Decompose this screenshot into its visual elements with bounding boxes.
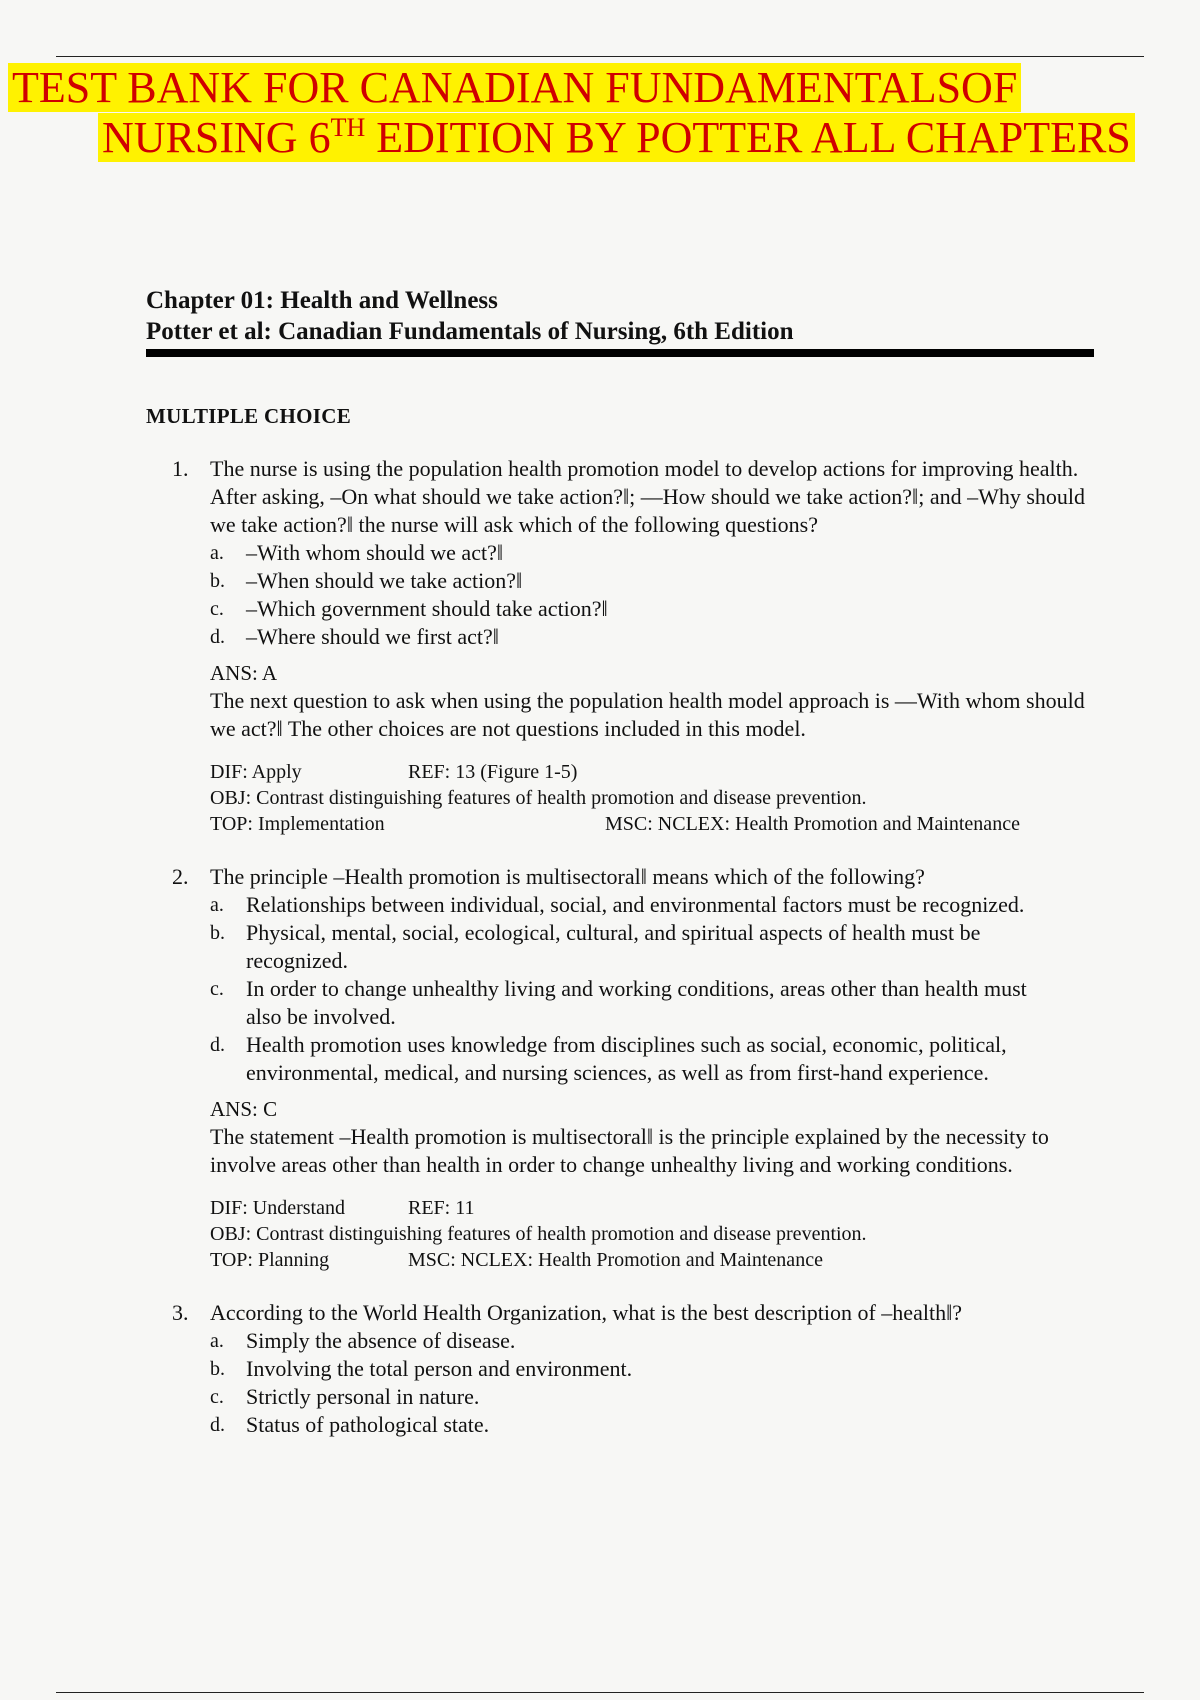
- question-metadata: [210, 1195, 1096, 1273]
- objective: OBJ: Contrast distinguishing features of health promotion and disease prevention.: [210, 787, 867, 809]
- question-number: 2.: [172, 864, 189, 889]
- question-number: 1.: [172, 456, 189, 481]
- section-heading: MULTIPLE CHOICE: [146, 404, 352, 428]
- answer-options: [210, 1327, 1096, 1439]
- option-d: d. Health promotion uses knowledge from disciplines such as social, economic, political, environmental, medical, and nursing sciences, as well as from first-hand experience.: [210, 1032, 1007, 1085]
- rationale: The next question to ask when using the population health model approach is ―With whom should we act?‖ The other choices are not questions included in this model.: [210, 688, 1085, 741]
- heading-rule: [146, 349, 1094, 357]
- option-a: a. Relationships between individual, social, and environmental factors must be recognized.: [210, 892, 1025, 917]
- answer-options: [210, 891, 1096, 1087]
- question-2: [146, 863, 1096, 1273]
- reference: REF: 13 (Figure 1-5): [408, 761, 578, 783]
- question-stem: The nurse is using the population health promotion model to develop actions for improving health. After asking, –On what should we take action?‖; ―How should we take action?‖; and –Why should we take action?‖ the nurse will ask which of the following questions?: [210, 456, 1086, 537]
- option-a: a. –With whom should we act?‖: [210, 540, 504, 565]
- option-c: c. In order to change unhealthy living and working conditions, areas other than health must also be involved.: [210, 976, 1027, 1029]
- question-stem: The principle –Health promotion is multisectoral‖ means which of the following?: [210, 864, 925, 889]
- book-subtitle: Potter et al: Canadian Fundamentals of Nursing, 6th Edition: [146, 318, 794, 345]
- objective: OBJ: Contrast distinguishing features of health promotion and disease prevention.: [210, 1223, 867, 1245]
- question-stem: According to the World Health Organization, what is the best description of –health‖?: [210, 1300, 963, 1325]
- banner-line-1: TEST BANK FOR CANADIAN FUNDAMENTALSOF: [8, 62, 1021, 114]
- answer-options: [210, 539, 1096, 651]
- question-metadata: [210, 759, 1096, 837]
- option-b: b. Involving the total person and environment.: [210, 1356, 633, 1381]
- reference: REF: 11: [408, 1197, 475, 1219]
- question-1: [146, 455, 1096, 837]
- difficulty: DIF: Understand: [210, 1197, 345, 1219]
- bottom-rule: [56, 1692, 1144, 1693]
- option-d: d. –Where should we first act?‖: [210, 624, 499, 649]
- topic: TOP: Planning: [210, 1249, 330, 1271]
- difficulty: DIF: Apply: [210, 761, 302, 783]
- rationale: The statement –Health promotion is multisectoral‖ is the principle explained by the necessity to involve areas other than health in order to change unhealthy living and working conditions.: [210, 1124, 1049, 1177]
- option-b: b. –When should we take action?‖: [210, 568, 523, 593]
- question-3: [146, 1299, 1096, 1439]
- msc-category: MSC: NCLEX: Health Promotion and Maintenance: [605, 813, 1020, 835]
- msc-category: MSC: NCLEX: Health Promotion and Maintenance: [408, 1249, 823, 1271]
- option-d: d. Status of pathological state.: [210, 1412, 490, 1437]
- banner-line-2: NURSING 6TH EDITION BY POTTER ALL CHAPTERS: [98, 112, 1135, 164]
- top-rule: [56, 56, 1144, 57]
- document-body: [146, 285, 1096, 1439]
- option-b: b. Physical, mental, social, ecological, cultural, and spiritual aspects of health must be recognized.: [210, 920, 981, 973]
- option-a: a. Simply the absence of disease.: [210, 1328, 516, 1353]
- topic: TOP: Implementation: [210, 813, 385, 835]
- answer-key: ANS: A: [210, 661, 278, 685]
- answer-key: ANS: C: [210, 1097, 278, 1121]
- option-c: c. Strictly personal in nature.: [210, 1384, 480, 1409]
- option-c: c. –Which government should take action?‖: [210, 596, 608, 621]
- chapter-title: Chapter 01: Health and Wellness: [146, 287, 498, 314]
- question-number: 3.: [172, 1300, 189, 1325]
